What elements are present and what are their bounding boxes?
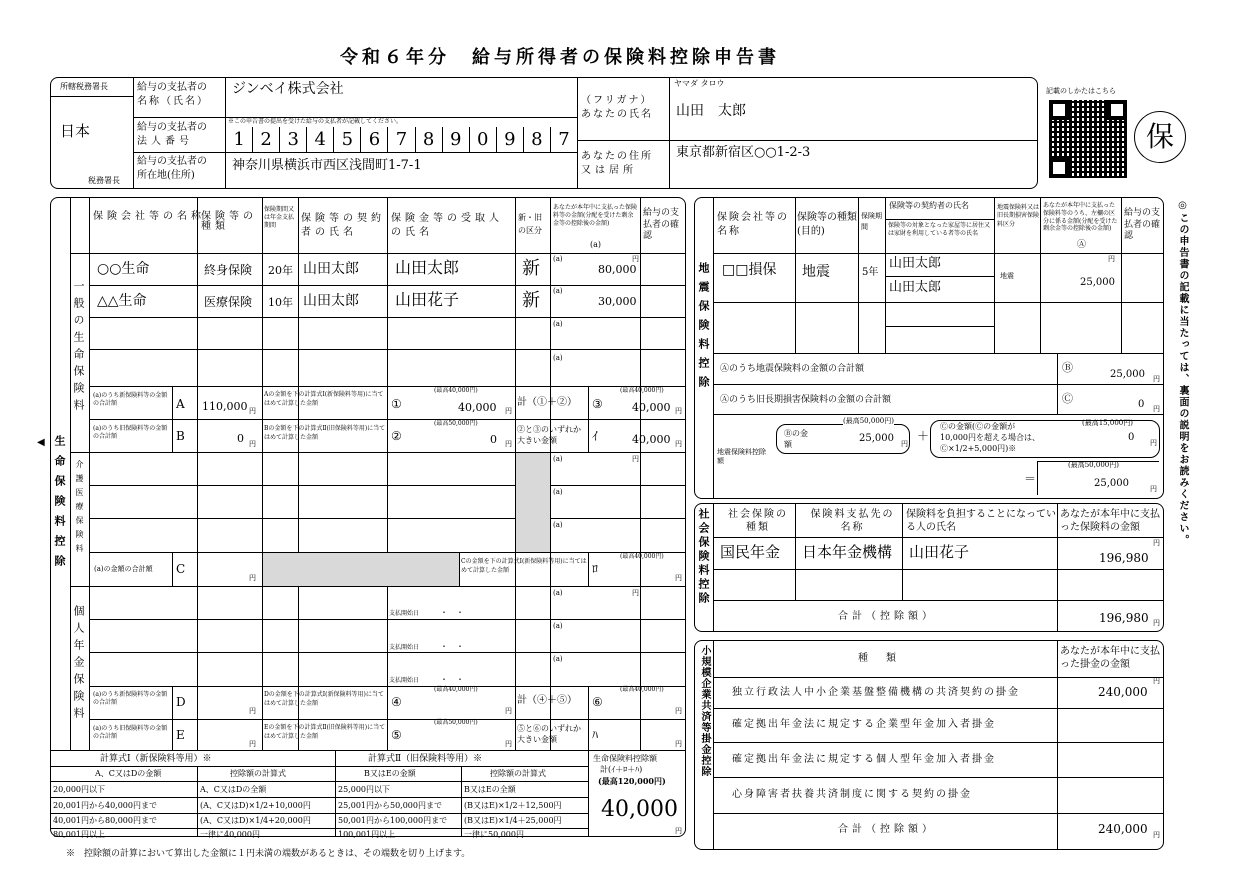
formula-cell: 一律に40,000円 xyxy=(200,830,260,839)
name[interactable]: 山田 太郎 xyxy=(676,103,746,119)
pay-date-label: 支払開始日 xyxy=(389,677,420,684)
social-col-payer: 保険料を負担することになっている人の氏名 xyxy=(906,509,1056,533)
max40: (最高40,000円) xyxy=(620,387,664,394)
eq-col-amount-mark: Ⓐ xyxy=(1077,240,1087,250)
side-note: ◎この申告書の記載に当たっては、裏面の説明をお読みください。 xyxy=(1177,200,1188,546)
small-row-label: 確定拠出年金法に規定する個人型年金加入者掛金 xyxy=(732,754,996,765)
max40: (最高40,000円) xyxy=(434,686,478,693)
c5-mark: ⑤ xyxy=(391,728,402,742)
c4-value[interactable]: 40,000 xyxy=(632,433,671,446)
social-side-label: 社会保険料控除 xyxy=(697,508,710,606)
social-col-amount: あなたが本年中に支払った保険料の金額 xyxy=(1060,509,1160,533)
eq-cformula-2: 10,000円を超える場合は、 xyxy=(940,433,1040,442)
formula-cell: 80,001円以上 xyxy=(53,830,105,839)
formula-cell: 20,001円から40,000円まで xyxy=(53,801,157,810)
eq-col-confirm: 給与の支払者の確認 xyxy=(1124,208,1161,242)
max40: (最高40,000円) xyxy=(434,387,478,394)
formula-cell: (A、C又はD)×1/2+10,000円 xyxy=(200,801,311,810)
amount-mark: (a) xyxy=(553,488,563,496)
E-mark: E xyxy=(176,728,185,742)
life-row-company[interactable]: △△生命 xyxy=(97,293,147,309)
payer-number-digit: 3 xyxy=(280,127,307,152)
pay-date-label: 支払開始日 xyxy=(389,610,420,617)
c1-value[interactable]: 40,000 xyxy=(458,401,497,414)
max40: (最高40,000円) xyxy=(620,553,664,560)
eq-max15: (最高15,000円) xyxy=(1082,419,1133,427)
life-row-newold[interactable]: 新 xyxy=(522,258,540,279)
eq-cformula-1: Ⓒの金額(Ⓒの金額が xyxy=(940,422,1016,431)
eq-total-max: (最高50,000円) xyxy=(1068,461,1119,469)
amount-mark: (a) xyxy=(553,255,563,263)
eq-B-value[interactable]: 25,000 xyxy=(1110,369,1145,380)
amount-mark: (a) xyxy=(553,455,563,463)
payer-number[interactable] xyxy=(226,127,577,152)
payer-number-digit: 6 xyxy=(361,127,388,152)
formula-cell: 一律に50,000円 xyxy=(464,830,524,839)
small-total-label: 合計（控除額） xyxy=(838,824,936,835)
life-row-period[interactable]: 20年 xyxy=(268,264,293,277)
payer-name-label2: 名称（氏名） xyxy=(137,96,209,107)
A-value[interactable]: 110,000 xyxy=(202,400,248,413)
howto-label[interactable]: 記載のしかたはこちら xyxy=(1046,87,1116,95)
payer-number-note: ※この申告書の提出を受けた給与の支払者が記載してください。 xyxy=(228,118,403,125)
life-row-amount[interactable]: 80,000 xyxy=(598,263,637,276)
col-newold: 新・旧の区分 xyxy=(518,213,542,235)
col-contractor: 保険等の契約者の氏名 xyxy=(301,213,385,238)
name-label: あなたの氏名 xyxy=(581,109,653,120)
payer-number-digit: 4 xyxy=(307,127,334,152)
small-row-label: 確定拠出年金法に規定する企業型年金加入者掛金 xyxy=(732,719,996,730)
small-col-kind: 種類 xyxy=(858,653,914,664)
A-label: (a)のうち新保険料等の金額の合計額 xyxy=(93,392,168,408)
col-company: 保険会社等の名称 xyxy=(93,211,205,222)
payer-number-digit: 7 xyxy=(558,129,570,150)
formula-cell: (A、C又はD)×1/4+20,000円 xyxy=(200,816,311,825)
max40: (最高40,000円) xyxy=(620,686,664,693)
pay-date-dots[interactable]: ・ ・ xyxy=(440,675,464,684)
eq-C-value[interactable]: 0 xyxy=(1138,399,1145,410)
tax-office-suffix: 税務署長 xyxy=(88,176,120,185)
footnote: ※ 控除額の計算において算出した金額に１円未満の端数があるときは、その端数を切り上げます。 xyxy=(66,849,471,859)
larger56-label: ⑤と⑥のいずれか大きい金額 xyxy=(517,724,581,745)
formula-cell: 25,000円以下 xyxy=(338,785,390,794)
formula-header: 控除額の計算式 xyxy=(490,769,546,778)
cro-mark: ﾛ xyxy=(592,562,599,576)
B-label: (a)のうち旧保険料等の金額の合計額 xyxy=(93,425,168,441)
furigana-label: （フリガナ） xyxy=(581,95,653,106)
eq-Bamount-value[interactable]: 25,000 xyxy=(859,433,894,444)
formula-cell: 20,000円以下 xyxy=(53,785,105,794)
formula1-title: 計算式Ⅰ（新保険料等用）※ xyxy=(100,754,212,764)
col-amount-note: あなたが本年中に支払った保険料等の金額(分配を受けた剰余金等の控除後の金額) xyxy=(553,204,638,227)
payer-number-digit: 0 xyxy=(470,127,497,152)
payer-number-digit: 8 xyxy=(416,127,443,152)
eq-equals: ＝ xyxy=(1024,472,1037,486)
eq-type[interactable]: 地震 xyxy=(802,264,830,280)
eq-col-class: 地震保険料又は旧長期損害保険料区分 xyxy=(997,204,1040,228)
small-row-label: 心身障害者扶養共済制度に関する契約の掛金 xyxy=(732,789,972,800)
eq-period[interactable]: 5年 xyxy=(862,267,879,278)
amount-mark: (a) xyxy=(553,320,563,328)
payer-number-digit: 5 xyxy=(334,127,361,152)
formula-cell: 100,001円以上 xyxy=(338,830,396,839)
eq-C-mark: Ⓒ xyxy=(1062,392,1073,405)
D-label: (a)のうち新保険料等の金額の合計額 xyxy=(93,691,168,707)
furigana[interactable]: ヤマダ タロウ xyxy=(674,79,725,88)
page-title: 令和６年分 給与所得者の保険料控除申告書 xyxy=(340,47,780,68)
c4-mark: ｲ xyxy=(592,429,599,443)
social-col-payee: 保険料支払先の名称 xyxy=(810,509,895,533)
c2-mark: ② xyxy=(391,429,402,443)
eq-ded-label: 地震保険料控除額 xyxy=(717,448,766,466)
qr-code-icon[interactable] xyxy=(1049,100,1127,178)
payer-number-digit: 9 xyxy=(443,127,470,152)
eq-cformula-value[interactable]: 0 xyxy=(1128,432,1135,443)
social-row-amount[interactable]: 196,980 xyxy=(1099,551,1149,565)
earthquake-side-label: 地震保険料控除 xyxy=(697,262,710,395)
formula2-title: 計算式Ⅱ（旧保険料等用）※ xyxy=(368,754,483,764)
payer-name-label: 給与の支払者の xyxy=(137,82,207,93)
payer-name[interactable]: ジンベイ株式会社 xyxy=(232,81,344,97)
life-row-recipient[interactable]: 山田太郎 xyxy=(395,258,460,277)
social-row-payee[interactable]: 日本年金機構 xyxy=(802,543,893,561)
eq-sumB-label: Ⓐのうち地震保険料の金額の合計額 xyxy=(720,364,865,374)
social-col-type: 社会保険の種類 xyxy=(728,509,788,533)
life-row-period[interactable]: 10年 xyxy=(268,296,293,309)
life-total-label: 生命保険料控除額 xyxy=(593,754,657,763)
c4b-mark: ④ xyxy=(391,695,402,709)
eq-company[interactable]: □□損保 xyxy=(722,262,777,278)
payer-address-label2: 所在地(住所) xyxy=(137,170,195,181)
life-row-contractor[interactable]: 山田太郎 xyxy=(303,293,359,309)
side-arrow-icon: ◀ xyxy=(37,437,45,448)
eq-contractor[interactable]: 山田太郎 xyxy=(889,256,942,271)
tax-office[interactable]: 日本 xyxy=(60,122,91,140)
social-total-label: 合計（控除額） xyxy=(838,611,936,622)
C-label: (a)の金額の合計額 xyxy=(94,565,153,573)
B-value[interactable]: 0 xyxy=(237,432,244,445)
pay-date-dots[interactable]: ・ ・ xyxy=(440,642,464,651)
max50: (最高50,000円) xyxy=(434,420,478,427)
payer-number-digit: 9 xyxy=(497,127,524,152)
larger23-label: ②と③のいずれか大きい金額 xyxy=(517,425,581,446)
col-period: 保険期間又は年金支払期間 xyxy=(264,206,295,229)
eq-resident[interactable]: 山田太郎 xyxy=(889,280,942,295)
small-row-amount[interactable]: 240,000 xyxy=(1098,685,1148,699)
formula-cell: 25,001円から50,000円まで xyxy=(338,801,442,810)
payer-number-digit: 8 xyxy=(524,127,551,152)
formula-cell: 50,001円から100,000円まで xyxy=(338,816,448,825)
formula-cell: A、C又はDの全額 xyxy=(200,785,267,794)
life-row-type[interactable]: 医療保険 xyxy=(204,295,253,309)
payer-number-digit: 2 xyxy=(253,127,280,152)
formula-header: 控除額の計算式 xyxy=(230,769,286,778)
calc1-note: Aの金額を下の計算式Ⅰ(新保険料等用)に当てはめて計算した金額 xyxy=(264,391,384,407)
E-label: (a)のうち旧保険料等の金額の合計額 xyxy=(93,725,168,741)
c1-mark: ① xyxy=(391,397,402,411)
calcD-note: Dの金額を下の計算式Ⅰ(新保険料等用)に当てはめて計算した金額 xyxy=(264,691,384,707)
D-mark: D xyxy=(176,695,186,709)
eq-B-mark: Ⓑ xyxy=(1062,361,1073,374)
payer-address-label: 給与の支払者の xyxy=(137,156,207,167)
pay-date-dots[interactable]: ・ ・ xyxy=(440,608,464,617)
c2-value[interactable]: 0 xyxy=(490,433,497,446)
eq-amount[interactable]: 25,000 xyxy=(1080,277,1115,288)
col-recipient: 保険金等の受取人の氏名 xyxy=(391,213,503,238)
B-mark: B xyxy=(176,429,185,443)
col-type: 保険等の種類 xyxy=(201,211,257,232)
formula-cell: (B又はE)×1/2＋12,500円 xyxy=(464,801,562,810)
life-row-recipient[interactable]: 山田花子 xyxy=(395,290,460,309)
c3-value[interactable]: 40,000 xyxy=(632,401,671,414)
payer-address[interactable]: 神奈川県横浜市西区浅間町1-7-1 xyxy=(232,158,422,173)
eq-total-value[interactable]: 25,000 xyxy=(1094,478,1129,489)
c3-mark: ③ xyxy=(592,397,603,411)
payer-number-label2: 法人番号 xyxy=(137,136,193,147)
pension-label: 個人年金保険料 xyxy=(72,605,85,724)
life-total-label2: 計(ｲ＋ﾛ＋ﾊ) xyxy=(600,765,643,774)
social-row-payer[interactable]: 山田花子 xyxy=(909,543,970,561)
address-label2: 又は居所 xyxy=(581,165,637,176)
life-side-label: 生命保険料控除 xyxy=(53,435,66,575)
A-mark: A xyxy=(176,397,185,411)
life-row-type[interactable]: 終身保険 xyxy=(204,263,253,277)
eq-cformula-3: Ⓒ×1/2+5,000円)※ xyxy=(940,444,1017,453)
eq-class[interactable]: 地震 xyxy=(1000,272,1014,280)
formula-cell: B又はEの全額 xyxy=(464,785,516,794)
care-label: 介護医療保険料 xyxy=(75,460,84,558)
small-row-label: 独立行政法人中小企業基盤整備機構の共済契約の掛金 xyxy=(732,687,1020,698)
amount-mark: (a) xyxy=(553,655,563,663)
formula-cell: 40,001円から80,000円まで xyxy=(53,816,157,825)
col-amount-mark: (a) xyxy=(590,240,602,249)
max50: (最高50,000円) xyxy=(434,719,478,726)
eq-col-type: 保険等の種類(目的) xyxy=(797,212,857,237)
formula-header: B又はEの金額 xyxy=(364,769,416,778)
calcE-note: Eの金額を下の計算式Ⅱ(旧保険料等用)に当てはめて計算した金額 xyxy=(264,724,386,740)
small-total-value[interactable]: 240,000 xyxy=(1098,822,1148,836)
life-row-company[interactable]: ○○生命 xyxy=(97,261,150,277)
amount-mark: (a) xyxy=(553,589,563,597)
general-label: 一般の生命保険料 xyxy=(72,280,85,416)
payer-number-digit: 1 xyxy=(226,127,253,152)
eq-sumC-label: Ⓐのうち旧長期損害保険料の金額の合計額 xyxy=(720,395,892,405)
social-row-type[interactable]: 国民年金 xyxy=(720,543,781,561)
small-business-box xyxy=(694,640,1164,850)
amount-mark: (a) xyxy=(553,622,563,630)
pay-date-label: 支払開始日 xyxy=(389,644,420,651)
sum45-label: 計（④＋⑤） xyxy=(517,695,577,706)
eq-Bamount-label: Ⓑの金額 xyxy=(784,429,808,450)
c6-mark: ⑥ xyxy=(592,695,603,709)
address[interactable]: 東京都新宿区○○1-2-3 xyxy=(676,145,811,160)
life-total-max: (最高120,000円) xyxy=(598,776,666,786)
eq-max50: (最高50,000円) xyxy=(843,417,894,425)
C-mark: C xyxy=(176,562,186,576)
amount-mark: (a) xyxy=(553,354,563,362)
formula-cell: (B又はE)×1/4＋25,000円 xyxy=(464,816,562,825)
life-row-newold[interactable]: 新 xyxy=(522,290,540,311)
eq-col-company: 保険会社等の名称 xyxy=(717,212,789,237)
sum12-label: 計（①＋②） xyxy=(517,397,577,408)
life-row-contractor[interactable]: 山田太郎 xyxy=(303,261,359,277)
eq-col-contractor-b: 保険等の対象となった家屋等に居住又は家財を利用している者等の氏名 xyxy=(888,222,991,238)
small-side-label: 小規模企業共済等掛金控除 xyxy=(699,645,710,777)
tax-office-label: 所轄税務署長 xyxy=(60,82,108,91)
life-total-value[interactable]: 40,000 xyxy=(601,797,678,822)
calcC-note: Cの金額を下の計算式Ⅰ(新保険料等用)に当てはめて計算した金額 xyxy=(461,558,587,574)
payer-number-label: 給与の支払者の xyxy=(137,122,207,133)
col-confirm: 給与の支払者の確認 xyxy=(643,208,680,242)
life-row-amount[interactable]: 30,000 xyxy=(598,295,637,308)
small-col-amount: あなたが本年中に支払った掛金の金額 xyxy=(1060,646,1160,670)
eq-col-contractor-a: 保険等の契約者の氏名 xyxy=(889,201,969,210)
seal-stamp: 保 xyxy=(1134,111,1186,163)
amount-mark: (a) xyxy=(553,521,563,529)
cha-mark: ﾊ xyxy=(592,728,599,742)
eq-col-amount-note: あなたが本年中に支払った保険料等のうち、左欄の区分に係る金額(分配を受けた剰余金等の控除後の金額) xyxy=(1043,202,1118,233)
social-total-value[interactable]: 196,980 xyxy=(1099,611,1149,625)
formula-header: A、C又はDの金額 xyxy=(95,769,162,778)
address-label: あなたの住所 xyxy=(581,151,653,162)
amount-mark: (a) xyxy=(553,287,563,295)
eq-plus: ＋ xyxy=(917,429,930,443)
calc2-note: Bの金額を下の計算式Ⅱ(旧保険料等用)に当てはめて計算した金額 xyxy=(264,425,386,441)
eq-col-period: 保険期間 xyxy=(861,212,882,232)
payer-number-digit: 7 xyxy=(388,127,415,152)
